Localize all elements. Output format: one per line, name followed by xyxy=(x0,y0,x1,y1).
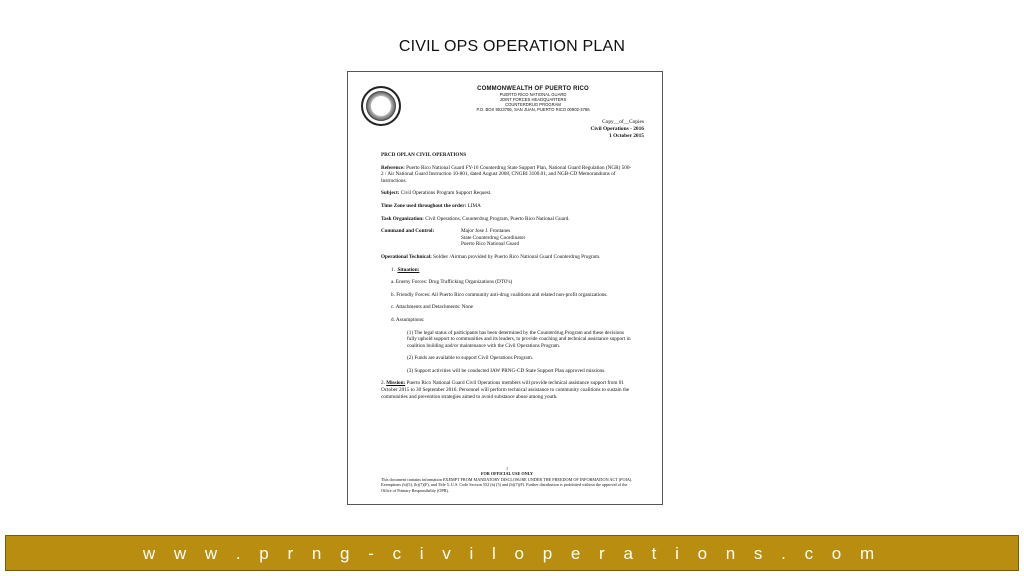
mission-paragraph xyxy=(381,380,633,400)
task-paragraph xyxy=(381,216,633,223)
timezone-paragraph xyxy=(381,203,633,210)
page-number: 1 xyxy=(505,466,509,471)
assumption-item: (1) The legal status of participants has been determined by the Counterdrug Program and these decisions fully uphold support to communities and its leaders, to provide coaching and technical assistance support in coalition building and/or maintenance with the Civil Operations Program. xyxy=(407,329,631,349)
cc-line: State Counterdrug Coordinator xyxy=(461,234,526,241)
letterhead xyxy=(408,86,658,112)
letterhead-org: COMMONWEALTH OF PUERTO RICO xyxy=(477,86,589,92)
foia-disclaimer: This document contains information EXEMPT FROM MANDATORY DISCLOSURE UNDER THE FREEDOM OF INFORMATION ACT (FOIA). Exemptions (b)(5), (b)(7)(F), and Title 5, U.S. Code Section 552 (b) (5) and (b)(7)(F). Further distribution is prohibited without the approval of the Office of Primary Responsibility (OPR). xyxy=(381,476,633,493)
task-label: Task Organization: xyxy=(381,215,424,222)
document-page xyxy=(347,71,663,505)
mission-text: Puerto Rico National Guard Civil Operations members will provide technical assistance support from 01 October 2015 to 30 September 2016. Personnel will perform technical assistance to community coalitions to sustain the communities and prevention strategies aimed to avoid substance abuse among youth. xyxy=(381,380,630,400)
document-heading: PRCD OPLAN CIVIL OPERATIONS xyxy=(381,152,467,158)
task-text: Civil Operations, Counterdrug Program, Puerto Rico National Guard. xyxy=(425,215,570,222)
reference-text: Puerto Rico National Guard FY-16 Counterdrug State Support Plan, National Guard Regulation (NGR) 500-2 / Air National Guard Instruction 10-801, dated August 2008, CNGBI 3100.01, and NGB-CD Memorandums of Instructions. xyxy=(381,164,632,184)
subject-paragraph xyxy=(381,190,633,197)
assumption-item: (2) Funds are available to support Civil Operations Program. xyxy=(407,355,534,362)
situation-label: Situation: xyxy=(397,266,420,273)
reference-label: Reference: xyxy=(381,164,405,171)
document-body xyxy=(381,152,633,406)
subject-label: Subject: xyxy=(381,190,400,197)
situation-item: b. Friendly Forces: All Puerto Rico community anti-drug coalitions and related non-profit organizations. xyxy=(391,291,608,298)
cc-label: Command and Control: xyxy=(381,228,435,235)
letterhead-line: P.O. BOX 9023786, SAN JUAN, PUERTO RICO 00902-3786 xyxy=(476,107,590,112)
command-control xyxy=(381,228,633,248)
letterhead-line: PUERTO RICO NATIONAL GUARD xyxy=(499,92,567,97)
copy-block xyxy=(591,119,644,140)
document-date: 1 October 2015 xyxy=(609,133,644,139)
situation-list xyxy=(381,279,633,374)
slide-title: CIVIL OPS OPERATION PLAN xyxy=(398,38,626,55)
situation-item: c. Attachments and Detachments: None xyxy=(391,304,473,311)
situation-item: a. Enemy Forces: Drug Trafficking Organizations (DTO's) xyxy=(391,279,513,286)
subject-text: Civil Operations Program Support Request. xyxy=(400,190,492,197)
mission-number: 2. xyxy=(381,380,385,387)
footer-banner xyxy=(5,535,1019,571)
mission-label: Mission: xyxy=(386,380,406,387)
cc-line: Puerto Rico National Guard xyxy=(461,241,520,248)
copy-line: Copy__of__Copies xyxy=(602,119,644,125)
letterhead-line: COUNTERDRUG PROGRAM xyxy=(505,102,561,107)
cc-lines xyxy=(461,228,525,248)
timezone-label: Time Zone used throughout the order: xyxy=(381,202,467,209)
operation-name: Civil Operations - 2016 xyxy=(590,126,644,132)
situation-number: 1. xyxy=(391,266,395,273)
department-seal-icon xyxy=(361,86,401,126)
optech-label: Operational Technical: xyxy=(381,253,432,260)
assumption-item: (3) Support activities will be conducted IAW PRNG-CD State Support Plan approved missions. xyxy=(407,367,606,374)
assumptions-list xyxy=(391,330,633,375)
timezone-text: LIMA xyxy=(467,202,481,209)
letterhead-line: JOINT FORCES HEADQUARTERS xyxy=(499,97,567,102)
document-footer xyxy=(381,466,633,493)
situation-item: d. Assumptions: xyxy=(391,316,425,323)
reference-paragraph xyxy=(381,165,633,185)
optech-paragraph xyxy=(381,254,633,261)
website-url[interactable]: w w w . p r n g - c i v i l o p e r a t i o n s . c o m xyxy=(142,544,882,563)
optech-text: Soldier /Airman provided by Puerto Rico National Guard Counterdrug Program. xyxy=(433,253,601,260)
cc-line: Major Jose J. Frontanes xyxy=(461,228,511,235)
fouo-label: FOR OFFICIAL USE ONLY xyxy=(480,471,534,477)
situation-heading xyxy=(381,267,633,274)
